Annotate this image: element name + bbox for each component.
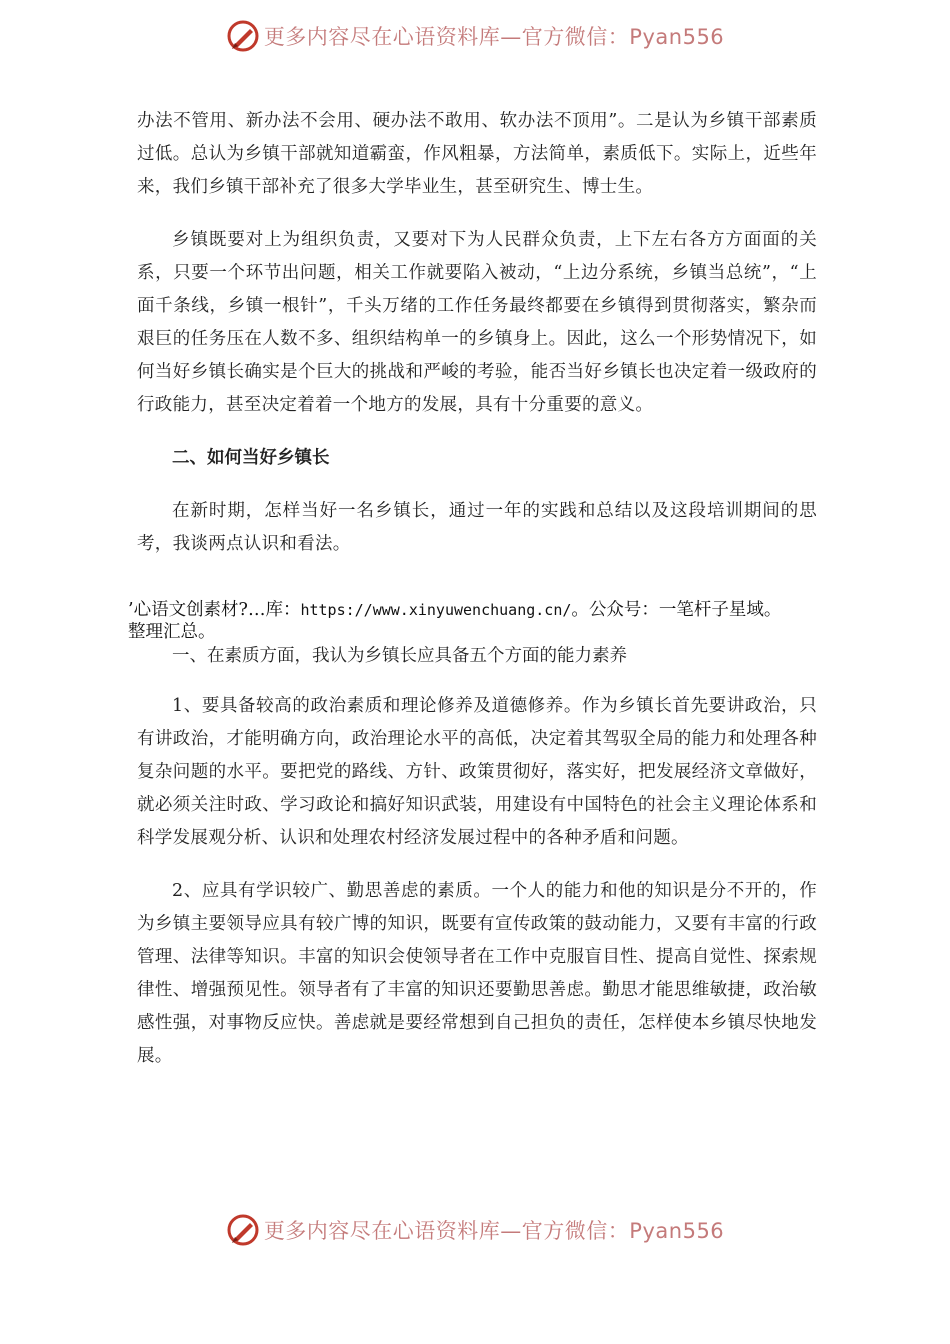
footer-banner-text: 更多内容尽在心语资料库—官方微信：Pyan556 [263, 1219, 725, 1243]
header-banner-text: 更多内容尽在心语资料库—官方微信：Pyan556 [263, 25, 725, 49]
watermark-suffix: 。公众号：一笔杆子星域。 [571, 600, 782, 620]
paragraph-1: 办法不管用、新办法不会用、硬办法不敢用、软办法不顶用”。二是认为乡镇干部素质过低。总认为乡镇干部就知道霸蛮，作风粗暴，方法简单，素质低下。实际上，近些年来，我们乡镇干部补充了很多大学毕业生，甚至研究生、博士生。 [137, 111, 817, 197]
watermark-line2: 整理汇总。 [128, 622, 216, 642]
paragraph-2: 乡镇既要对上为组织负责，又要对下为人民群众负责，上下左右各方方面面的关系，只要一个环节出问题，相关工作就要陷入被动，“上边分系统，乡镇当总统”，“上面千条线，乡镇一根针”，千头万绪的工作任务最终都要在乡镇得到贯彻落实，繁杂而艰巨的任务压在人数不多、组织结构单一的乡镇身上。因此，这么一个形势情况下，如何当好乡镇长确实是个巨大的挑战和严峻的考验，能否当好乡镇长也决定着一级政府的行政能力，甚至决定着着一个地方的发展，具有十分重要的意义。 [137, 230, 817, 415]
pen-logo-icon [226, 1213, 260, 1247]
document-body-top [137, 105, 817, 561]
section-heading: 二、如何当好乡镇长 [172, 448, 330, 468]
footer-banner [0, 1210, 950, 1250]
paragraph-4: 2、应具有学识较广、勤思善虑的素质。一个人的能力和他的知识是分不开的，作为乡镇主要领导应具有较广博的知识，既要有宣传政策的鼓动能力，又要有丰富的行政管理、法律等知识。丰富的知识会使领导者在工作中克服盲目性、提高自觉性、探索规律性、增强预见性。领导者有了丰富的知识还要勤思善虑。勤思才能思维敏捷，政治敏感性强，对事物反应快。善虑就是要经常想到自己担负的责任，怎样使本乡镇尽快地发展。 [137, 881, 817, 1066]
header-banner [0, 16, 950, 56]
intro-paragraph: 在新时期，怎样当好一名乡镇长，通过一年的实践和总结以及这段培训期间的思考，我谈两点认识和看法。 [137, 501, 817, 554]
watermark-prefix: ’心语文创素材?…库： [128, 600, 301, 620]
pen-logo-icon [226, 19, 260, 53]
paragraph-3: 1、要具备较高的政治素质和理论修养及道德修养。作为乡镇长首先要讲政治，只有讲政治，才能明确方向，政治理论水平的高低，决定着其驾驭全局的能力和处理各种复杂问题的水平。要把党的路线、方针、政策贯彻好，落实好，把发展经济文章做好，就必须关注时政、学习政论和搞好知识武装，用建设有中国特色的社会主义理论体系和科学发展观分析、认识和处理农村经济发展过程中的各种矛盾和问题。 [137, 696, 817, 848]
document-body-bottom [137, 690, 817, 1093]
subheading: 一、在素质方面，我认为乡镇长应具备五个方面的能力素养 [172, 646, 627, 666]
source-watermark [128, 599, 848, 643]
watermark-url: https://www.xinyuwenchuang.cn/ [300, 601, 572, 619]
